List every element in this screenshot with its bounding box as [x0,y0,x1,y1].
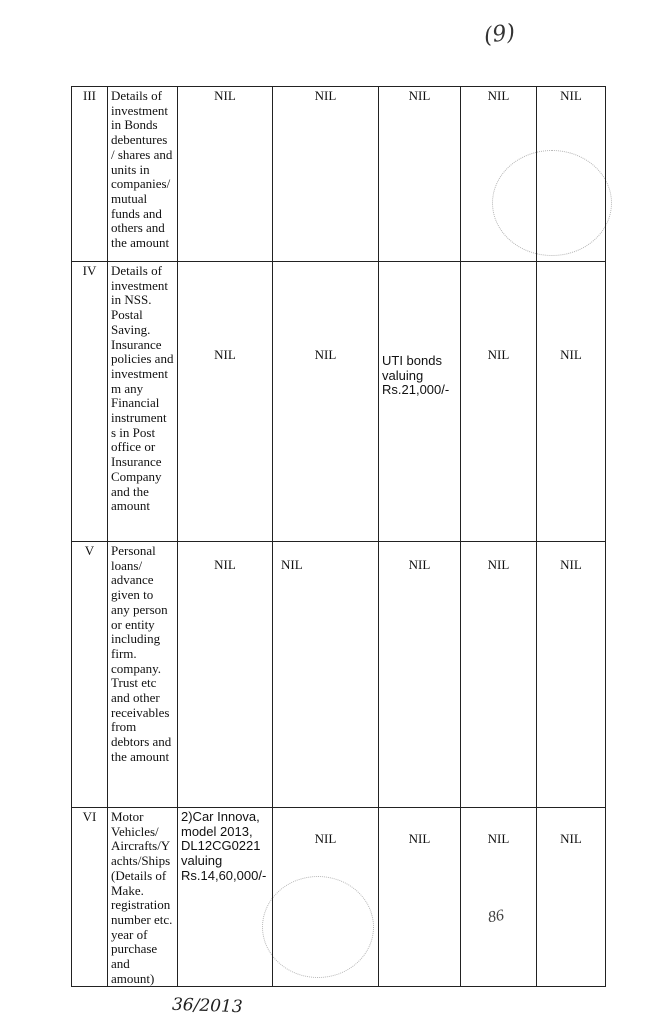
row-description: Personal loans/ advance given to any person or entity including firm. company. Trust etc and other receivables from debtors and the amount [108,542,178,808]
row-description: Details of investment in NSS. Postal Saving. Insurance policies and investment m any Financial instrument s in Post office or Insurance Company and the amount [108,262,178,542]
value-cell: NIL [273,87,379,262]
value-cell: NIL [379,87,461,262]
value-cell: 2)Car Innova, model 2013, DL12CG0221 valuing Rs.14,60,000/- [178,808,273,987]
value-cell: NIL [560,831,582,846]
handwritten-mark: 86 [486,906,506,927]
handwritten-note: 36/2013 [171,994,243,1018]
value-cell: NIL [314,831,337,846]
value-cell: NIL [214,347,236,362]
value-cell: NIL [281,557,303,572]
row-description: Details of investment in Bonds debentures / shares and units in companies/ mutual funds and others and the amount [108,87,178,262]
row-number: III [72,87,108,262]
value-cell: NIL [178,87,273,262]
row-description: Motor Vehicles/ Aircrafts/Y achts/Ships (Details of Make. registration number etc. year of purchase and amount) [108,808,178,987]
row-number: VI [72,808,108,987]
value-cell: NIL [537,87,606,262]
value-cell: NIL [560,557,582,572]
table-row [72,542,606,808]
row-number: IV [72,262,108,542]
table-row [72,262,606,542]
value-cell: NIL [487,347,510,362]
table-row [72,808,606,987]
value-cell: UTI bonds valuing Rs.21,000/- [382,353,450,398]
value-cell: NIL [408,557,431,572]
value-cell: NIL [560,347,582,362]
value-cell: NIL [408,831,431,846]
value-cell: NIL [214,557,236,572]
value-cell: NIL [487,831,510,846]
assets-table [71,86,606,987]
value-cell: NIL [461,87,537,262]
page-number-mark: (9) [482,19,517,50]
table-row [72,87,606,262]
value-cell: NIL [314,347,337,362]
row-number: V [72,542,108,808]
value-cell: NIL [487,557,510,572]
